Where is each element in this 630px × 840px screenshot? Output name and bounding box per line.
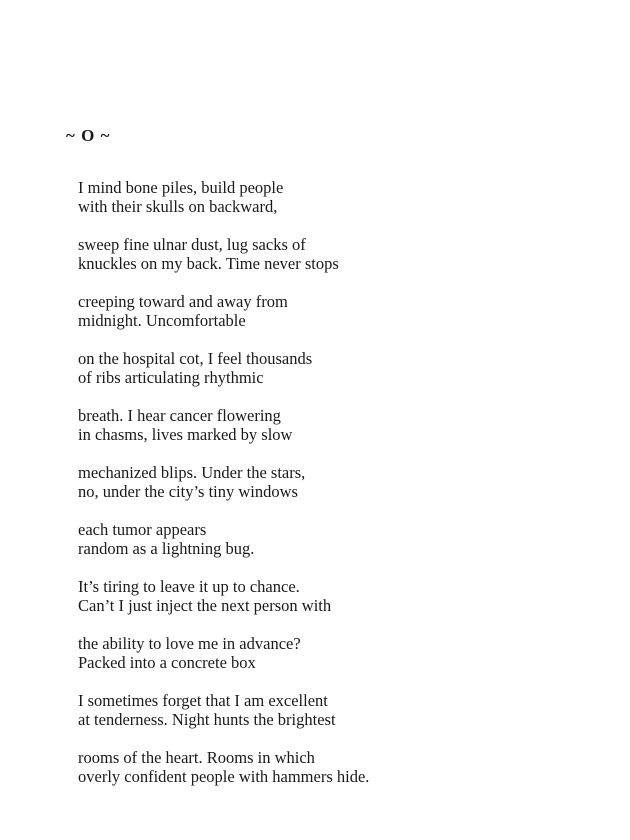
poem-line: in chasms, lives marked by slow	[78, 425, 293, 444]
poem-line: Can’t I just inject the next person with	[78, 596, 332, 615]
stanza	[78, 634, 608, 672]
poem-line: rooms of the heart. Rooms in which	[78, 748, 315, 767]
poem-line: I mind bone piles, build people	[78, 178, 284, 197]
poem-line: no, under the city’s tiny windows	[78, 482, 298, 501]
poem-line: knuckles on my back. Time never stops	[78, 254, 339, 273]
stanza	[78, 748, 608, 786]
poem-line: random as a lightning bug.	[78, 539, 255, 558]
poem-title: ~ O ~	[66, 126, 111, 145]
poem-line: mechanized blips. Under the stars,	[78, 463, 306, 482]
stanza	[78, 691, 608, 729]
stanza	[78, 520, 608, 558]
stanza	[78, 292, 608, 330]
poem-line: creeping toward and away from	[78, 292, 288, 311]
stanza	[78, 178, 608, 216]
poem-line: at tenderness. Night hunts the brightest	[78, 710, 336, 729]
poem-line: on the hospital cot, I feel thousands	[78, 349, 313, 368]
poem-line: I sometimes forget that I am excellent	[78, 691, 328, 710]
poem-line: overly confident people with hammers hide.	[78, 767, 370, 786]
poem-line: midnight. Uncomfortable	[78, 311, 246, 330]
poem-line: the ability to love me in advance?	[78, 634, 301, 653]
poem-body	[78, 178, 608, 805]
poem-line: breath. I hear cancer flowering	[78, 406, 281, 425]
poem-line: sweep fine ulnar dust, lug sacks of	[78, 235, 306, 254]
poem-line: Packed into a concrete box	[78, 653, 256, 672]
poem-line: with their skulls on backward,	[78, 197, 278, 216]
stanza	[78, 463, 608, 501]
stanza	[78, 349, 608, 387]
stanza	[78, 235, 608, 273]
poem-line: of ribs articulating rhythmic	[78, 368, 264, 387]
poem-line: It’s tiring to leave it up to chance.	[78, 577, 300, 596]
stanza	[78, 577, 608, 615]
stanza	[78, 406, 608, 444]
poem-line: each tumor appears	[78, 520, 207, 539]
